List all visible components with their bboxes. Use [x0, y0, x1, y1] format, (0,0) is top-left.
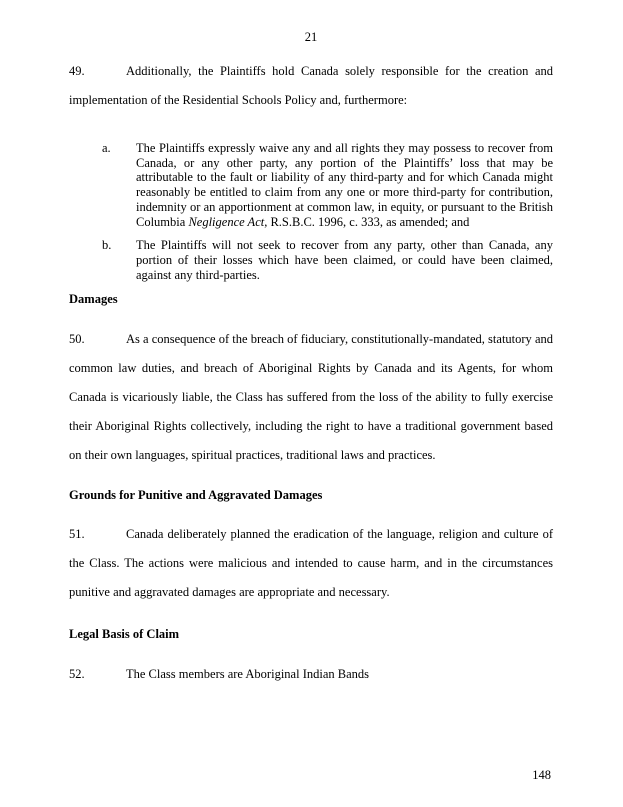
- paragraph-51: [69, 520, 553, 607]
- paragraph-49-text: Additionally, the Plaintiffs hold Canada solely responsible for the creation and implementation of the Residential Schools Policy and, furthermore:: [69, 64, 553, 107]
- paragraph-52: [69, 660, 553, 689]
- paragraph-51-number: 51.: [69, 527, 85, 542]
- subparagraph-b: [102, 238, 553, 282]
- subparagraph-b-label: b.: [102, 238, 112, 253]
- page-number-top: 21: [304, 30, 318, 44]
- page-number-bottom: 148: [532, 768, 551, 782]
- subparagraph-a-label: a.: [102, 141, 111, 155]
- paragraph-50-number: 50.: [69, 332, 85, 347]
- paragraph-49: [69, 57, 553, 115]
- paragraph-51-text: Canada deliberately planned the eradication of the language, religion and culture of the Class. The actions were malicious and intended to cause harm, and in the circumstances punitive and aggravated damages are appropriate and necessary.: [69, 527, 553, 600]
- paragraph-50-text: As a consequence of the breach of fiduciary, constitutionally-mandated, statutory and common law duties, and breach of Aboriginal Rights by Canada and its Agents, for whom Canada is vicariously liable, the Class has suffered from the loss of the ability to fully exercise their Aboriginal Rights collectively, including the right to have a traditional government based on their own languages, spiritual practices, traditional laws and practices.: [69, 332, 553, 463]
- subparagraph-a-text-after: , R.S.B.C. 1996, c. 333, as amended; and: [264, 214, 470, 229]
- subparagraph-a-text-before: The Plaintiffs expressly waive any and all rights they may possess to recover from Canada, or any other party, any portion of the Plaintiffs’ loss that may be attributable to the fault or liability of any third-party and for which Canada might reasonably be entitled to claim from any one or more third-party for contribution, indemnity or an apportionment at common law, in equity, or pursuant to the British Columbia: [136, 141, 553, 229]
- paragraph-52-number: 52.: [69, 667, 85, 682]
- paragraph-50: [69, 325, 553, 470]
- paragraph-49-number: 49.: [69, 64, 85, 78]
- heading-punitive-aggravated-damages: Grounds for Punitive and Aggravated Damages: [69, 488, 323, 503]
- subparagraph-a-statute-name: Negligence Act: [188, 214, 265, 229]
- heading-legal-basis-of-claim: Legal Basis of Claim: [69, 627, 180, 642]
- paragraph-52-text: The Class members are Aboriginal Indian Bands: [126, 667, 369, 682]
- subparagraph-b-text: The Plaintiffs will not seek to recover from any party, other than Canada, any portion of their losses which have been claimed, or could have been claimed, against any third-parties.: [136, 238, 553, 282]
- subparagraph-a: [102, 141, 553, 229]
- heading-damages: Damages: [69, 292, 118, 307]
